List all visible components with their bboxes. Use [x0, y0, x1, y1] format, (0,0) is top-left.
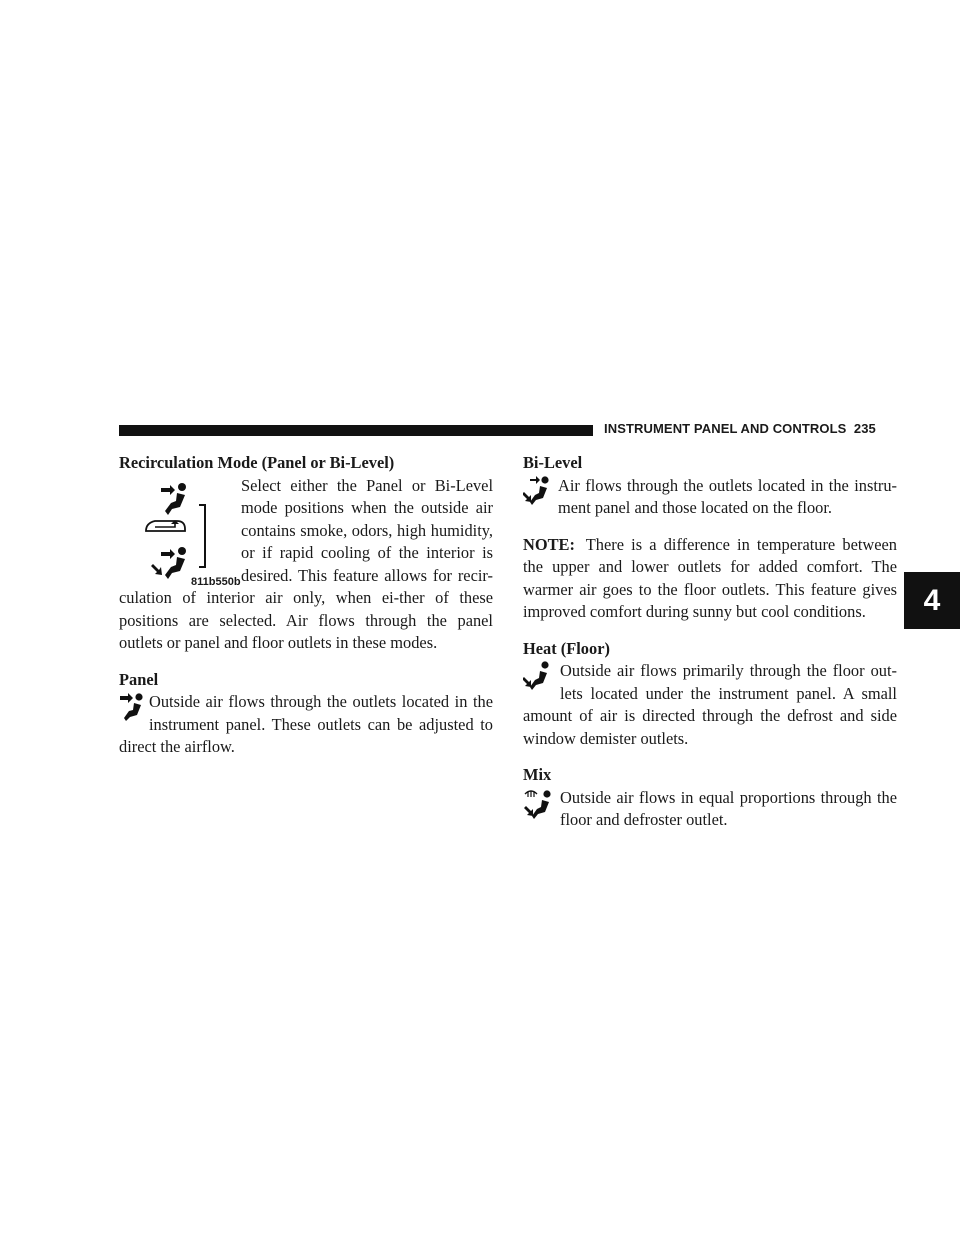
bi-level-person-icon — [151, 547, 186, 579]
panel-mode-icon — [119, 691, 147, 721]
note-paragraph — [523, 534, 897, 624]
page-number: 235 — [853, 421, 876, 436]
note-label: NOTE: — [523, 534, 575, 554]
panel-body: Outside air flows through the outlets located in the instrument panel. These outlets can be adjusted to direct the airflow. — [119, 692, 493, 756]
bi-level-body: Air flows through the outlets located in the instru-ment panel and those located on the floor. — [558, 475, 897, 517]
note-body: There is a difference in temperature between the upper and lower outlets for added comfort. The warmer air goes to the floor outlets. This feature gives improved comfort during sunny but cool conditions. — [523, 534, 897, 621]
header-rule — [119, 425, 593, 436]
heat-body: Outside air flows primarily through the floor out-lets located under the instrument panel. A small amount of air is directed through the defrost and side window demister outlets. — [523, 661, 897, 748]
mix-body: Outside air flows in equal proportions through the floor and defroster outlet. — [560, 787, 897, 829]
bi-level-mode-icon — [523, 475, 553, 507]
left-column — [119, 452, 493, 759]
panel-icon-wrap — [119, 691, 149, 735]
running-header — [604, 421, 876, 436]
mix-heading: Mix — [523, 765, 552, 784]
recirculation-icon — [146, 520, 185, 531]
bi-level-icon-wrap — [523, 475, 558, 519]
mix-mode-icon — [523, 787, 555, 821]
heat-heading: Heat (Floor) — [523, 638, 610, 658]
recirculation-heading: Recirculation Mode (Panel or Bi-Level) — [119, 453, 395, 472]
section-title: INSTRUMENT PANEL AND CONTROLS — [604, 421, 847, 436]
right-column — [523, 452, 897, 832]
recirculation-mode-figure — [119, 475, 241, 587]
floor-icon-wrap — [523, 660, 560, 704]
chapter-tab: 4 — [904, 572, 960, 629]
panel-person-icon — [161, 483, 186, 515]
panel-heading: Panel — [119, 669, 159, 689]
figure-caption: 811b550b — [191, 575, 241, 588]
bi-level-heading: Bi-Level — [523, 453, 583, 472]
recirculation-body: Select either the Panel or Bi-Level mode positions when the outside air contains smoke, odors, high humidity, or if rapid cooling of the interior is desired. This feature allows for recir-culation of interior air only, when ei-ther of these positions are selected. Air flows through the panel outlets or panel and floor outlets in these modes. — [119, 475, 493, 652]
mix-icon-wrap — [523, 787, 560, 831]
floor-mode-icon — [523, 660, 553, 692]
